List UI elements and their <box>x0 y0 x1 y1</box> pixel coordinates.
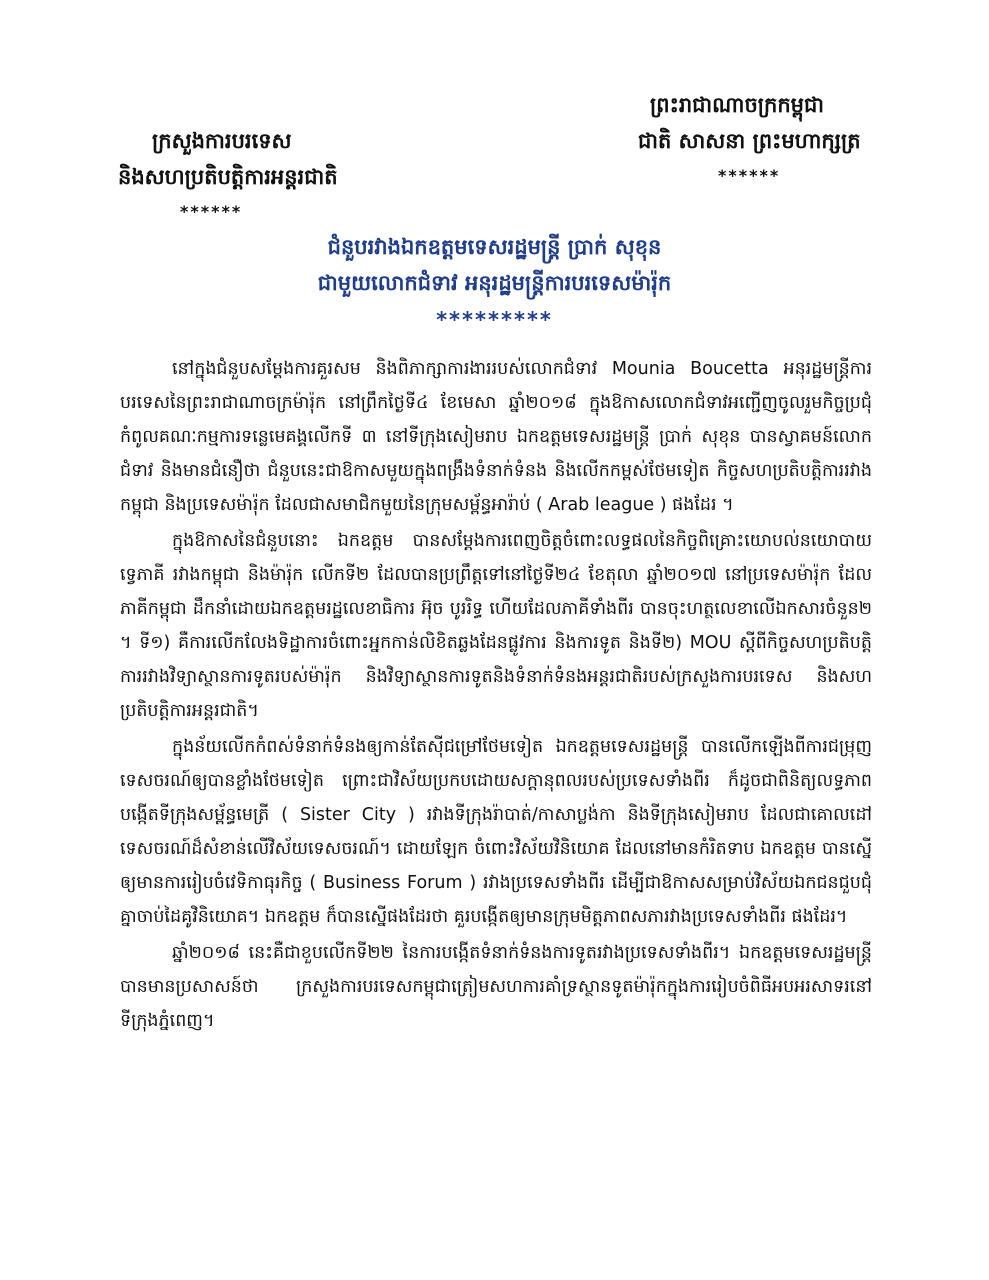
paragraph-4: ឆ្នាំ២០១៨ នេះគឺជាខួបលើកទី២២ នៃការបង្កើតទំនាក់ទំនងការទូតរវាងប្រទេសទាំងពីរ។ ឯកឧត្តមទេសរដ្ឋមន្ត្រី បានមានប្រសាសន៍ថា ក្រសួងការបរទេសកម្ពុជាត្រៀមសហការគាំទ្រស្ថានទូតម៉ារ៉ុកក្នុងការរៀបចំពិធីអបអរសាទរនៅទីក្រុងភ្នំពេញ។ <box>120 943 872 1031</box>
ministry-divider-stars: ****** <box>180 202 243 221</box>
ministry-name-line1: ក្រសួងការបរទេស <box>152 129 292 153</box>
headline-line1: ជំនួបរវាងឯកឧត្តមទេសរដ្ឋមន្ត្រី ប្រាក់ សុខុន <box>327 235 662 259</box>
headline-divider-stars: ********* <box>436 308 553 332</box>
paragraph-1: នៅក្នុងជំនួបសម្តែងការគួរសម និងពិភាក្សាការងាររបស់លោកជំទាវ Mounia Boucetta អនុរដ្ឋមន្ត្រីការបរទេសនៃព្រះរាជាណាចក្រម៉ារ៉ុក នៅព្រឹកថ្ងៃទី៤ ខែមេសា ឆ្នាំ២០១៨ ក្នុងឱកាសលោកជំទាវអញ្ជើញចូលរួមកិច្ចប្រជុំកំពូលគណៈកម្មការទន្លេមេគង្គលើកទី ៣ នៅទីក្រុងសៀមរាប ឯកឧត្តមទេសរដ្ឋមន្ត្រី ប្រាក់ សុខុន បានស្វាគមន៍លោកជំទាវ និងមានជំនឿថា ជំនួបនេះជាឱកាសមួយក្នុងពង្រឹងទំនាក់ទំនង និងលើកកម្ពស់ថែមទៀត កិច្ចសហប្រតិបត្តិការរវាងកម្ពុជា និងប្រទេសម៉ារ៉ុក ដែលជាសមាជិកមួយនៃក្រុមសម្ព័ន្ធអារ៉ាប់ ( Arab league ) ផងដែរ ។ <box>120 359 872 515</box>
ministry-name-line2: និងសហប្រតិបត្តិការអន្តរជាតិ <box>118 165 338 189</box>
headline-line2: ជាមួយលោកជំទាវ អនុរដ្ឋមន្ត្រីការបរទេសម៉ារ៉ុក <box>317 271 672 295</box>
national-motto: ជាតិ សាសនា ព្រះមហាក្សត្រ <box>638 129 861 153</box>
article-body <box>120 352 872 1040</box>
motto-divider-stars: ****** <box>718 166 781 185</box>
kingdom-title: ព្រះរាជាណាចក្រកម្ពុជា <box>650 93 825 117</box>
paragraph-3: ក្នុងន័យលើកកំពស់ទំនាក់ទំនងឲ្យកាន់តែស៊ីជម្រៅថែមទៀត ឯកឧត្តមទេសរដ្ឋមន្ត្រី បានលើកឡើងពីការជម្រុញទេសចរណ៍ឲ្យបានខ្លាំងថែមទៀត ព្រោះជាវិស័យប្រកបដោយសក្តានុពលរបស់ប្រទេសទាំងពីរ ក៏ដូចជាពិនិត្យលទ្ធភាពបង្កើតទីក្រុងសម្ព័ន្ធមេត្រី ( Sister City ) រវាងទីក្រុងរ៉ាបាត់/កាសាប្លង់កា និងទីក្រុងសៀមរាប ដែលជាគោលដៅទេសចរណ៍ដ៏សំខាន់លើវិស័យទេសចរណ៍។ ដោយឡែក ចំពោះវិស័យវិនិយោគ ដែលនៅមានកំរិតទាប ឯកឧត្តម បានស្នើឲ្យមានការរៀបចំវេទិកាធុរកិច្ច ( Business Forum ) រវាងប្រទេសទាំងពីរ ដើម្បីជាឱកាសសម្រាប់វិស័យឯកជនជួបជុំគ្នាចាប់ដៃគូវិនិយោគ។ ឯកឧត្តម ក៏បានស្នើផងដែរថា គួរបង្កើតឲ្យមានក្រុមមិត្តភាពសភារវាងប្រទេសទាំងពីរ ផងដែរ។ <box>120 737 872 927</box>
paragraph-2: ក្នុងឱកាសនៃជំនួបនោះ ឯកឧត្តម បានសម្តែងការពេញចិត្តចំពោះលទ្ធផលនៃកិច្ចពិគ្រោះយោបល់នយោបាយទ្វេភាគី រវាងកម្ពុជា និងម៉ារ៉ុក លើកទី២ ដែលបានប្រព្រឹត្តទៅនៅថ្ងៃទី២៤ ខែតុលា ឆ្នាំ២០១៧ នៅប្រទេសម៉ារ៉ុក ដែលភាគីកម្ពុជា ដឹកនាំដោយឯកឧត្តមរដ្ឋលេខាធិការ អ៊ុច បូររិទ្ធ ហើយដែលភាគីទាំងពីរ បានចុះហត្ថលេខាលើឯកសារចំនួន២ ។ ទី១) គឺការលើកលែងទិដ្ឋាការចំពោះអ្នកកាន់លិខិតឆ្លងដែនផ្លូវការ និងការទូត និងទី២) MOU ស្តីពីកិច្ចសហប្រតិបត្តិការរវាងវិទ្យាស្ថានការទូតរបស់ម៉ារ៉ុក និងវិទ្យាស្ថានការទូតនិងទំនាក់ទំនងអន្តរជាតិរបស់ក្រសួងការបរទេស និងសហប្រតិបត្តិការអន្តរជាតិ។ <box>120 531 872 721</box>
